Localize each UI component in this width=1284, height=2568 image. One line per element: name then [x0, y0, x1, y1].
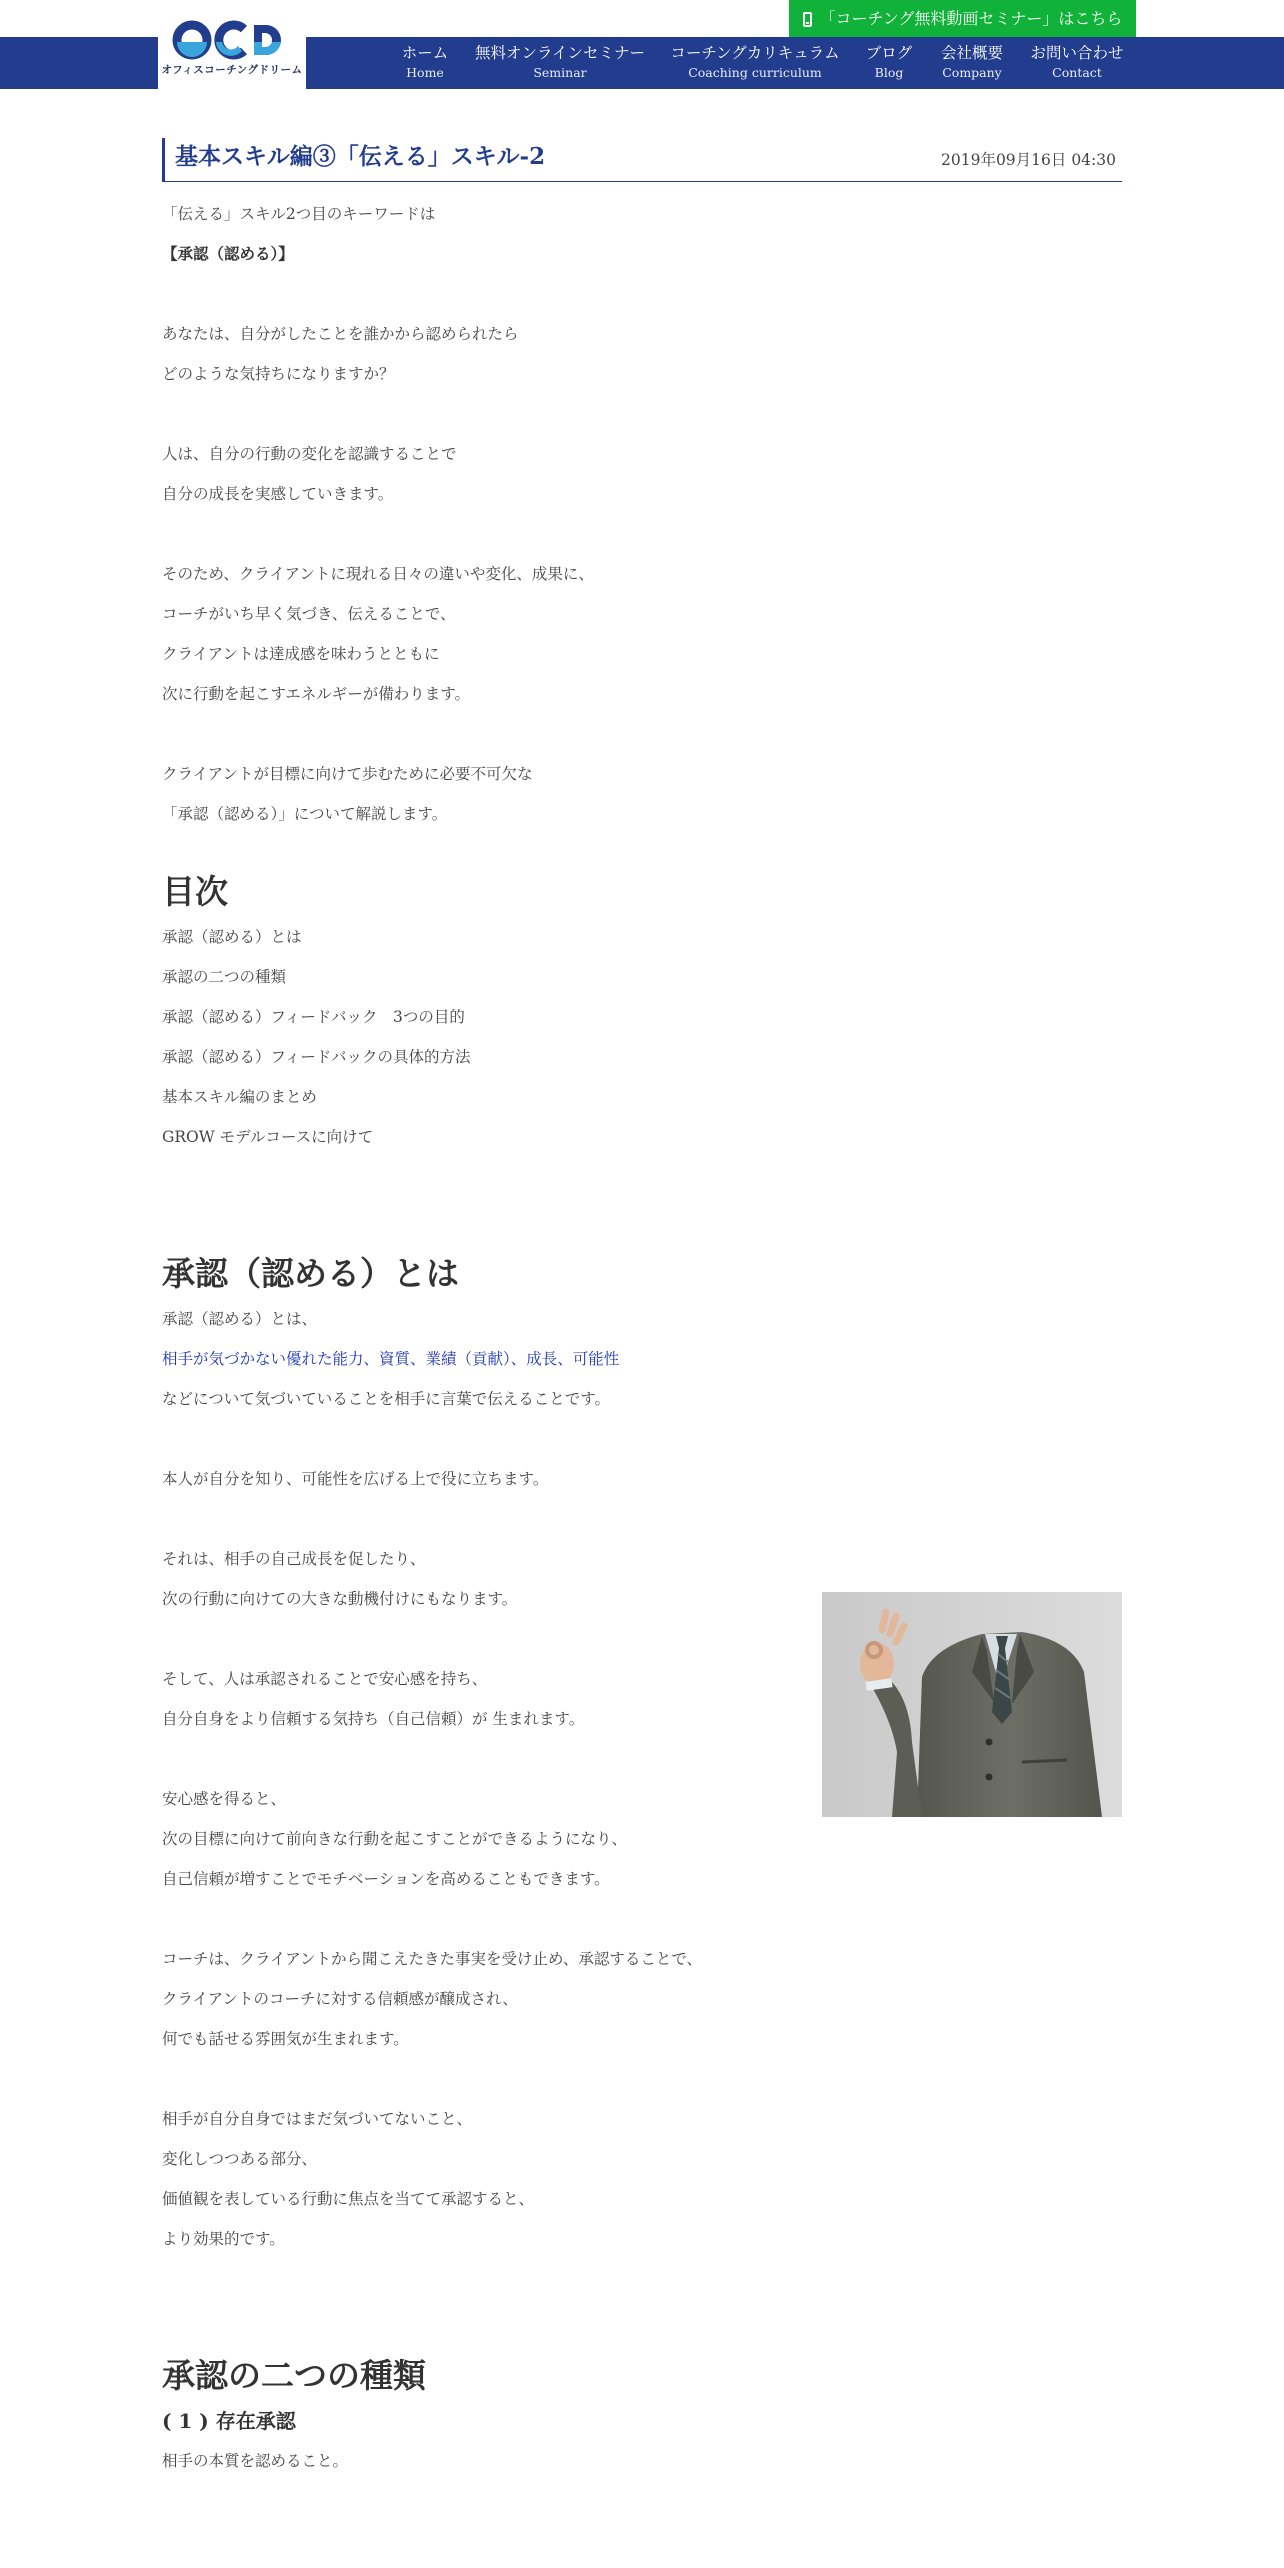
nav-label-jp: 会社概要 — [940, 44, 1003, 62]
paragraph-line: 自分自身をより信頼する気持ち（自己信頼）が 生まれます。 — [162, 1710, 585, 1728]
spacer — [162, 1157, 1122, 1249]
keyword-line: 【承認（認める）】 — [162, 244, 294, 263]
subsection-heading: ( 1 ) 存在承認 — [162, 2409, 296, 2433]
free-video-seminar-button[interactable] — [789, 0, 1136, 37]
section-heading-approval: 承認（認める）とは — [162, 1254, 459, 1293]
post-intro — [162, 194, 1122, 834]
spacer — [162, 394, 1122, 434]
paragraph-line: 次の行動に向けての大きな動機付けにもなります。 — [162, 1590, 518, 1608]
paragraph-line: 自分の成長を実感していきます。 — [162, 485, 394, 503]
paragraph-line: それは、相手の自己成長を促したり、 — [162, 1550, 426, 1568]
toc-item[interactable]: 承認（認める）とは — [162, 928, 302, 946]
spacer — [162, 1899, 1122, 1939]
businessman-ok-gesture-photo — [822, 1592, 1122, 1817]
nav-item-contact[interactable] — [1022, 37, 1132, 89]
paragraph-line: 「承認（認める）」について解説します。 — [162, 805, 448, 823]
paragraph-line: コーチは、クライアントから聞こえたきた事実を受け止め、承認することで、 — [162, 1950, 703, 1968]
nav-label-en: Seminar — [533, 65, 587, 80]
nav-label-jp: コーチングカリキュラム — [670, 44, 840, 62]
spacer — [162, 2059, 1122, 2099]
paragraph-line: 人は、自分の行動の変化を認識することで — [162, 445, 457, 463]
spacer — [162, 2259, 1122, 2351]
paragraph-line: そして、人は承認されることで安心感を持ち、 — [162, 1670, 488, 1688]
paragraph-line: クライアントが目標に向けて歩むために必要不可欠な — [162, 765, 533, 783]
paragraph-line: クライアントのコーチに対する信頼感が醸成され、 — [162, 1990, 518, 2008]
nav-item-blog[interactable] — [857, 37, 921, 89]
logo-mark-icon — [172, 18, 292, 62]
paragraph-line: 相手が自分自身ではまだ気づいてないこと、 — [162, 2110, 473, 2128]
paragraph-line: そのため、クライアントに現れる日々の違いや変化、成果に、 — [162, 565, 594, 583]
highlight-line: 相手が気づかない優れた能力、資質、業績（貢献）、成長、可能性 — [162, 1350, 620, 1368]
spacer — [162, 834, 1122, 867]
phone-icon — [803, 12, 812, 27]
nav-label-jp: 無料オンラインセミナー — [474, 44, 646, 62]
nav-item-home[interactable] — [395, 37, 455, 89]
spacer — [162, 1499, 1122, 1539]
nav-item-company[interactable] — [933, 37, 1011, 89]
paragraph-line: 次の目標に向けて前向きな行動を起こすことができるようになり、 — [162, 1830, 628, 1848]
nav-label-en: Company — [942, 65, 1002, 80]
nav-label-jp: ホーム — [401, 44, 449, 62]
toc-item[interactable]: GROW モデルコースに向けて — [162, 1128, 374, 1146]
nav-label-jp: ブログ — [865, 44, 913, 62]
paragraph-line: 相手の本質を認めること。 — [162, 2452, 349, 2470]
paragraph-line: 次に行動を起こすエネルギーが備わります。 — [162, 685, 470, 703]
nav-label-jp: お問い合わせ — [1030, 44, 1124, 62]
nav-item-seminar[interactable] — [470, 37, 650, 89]
toc-item[interactable]: 基本スキル編のまとめ — [162, 1088, 317, 1106]
post-title: 基本スキル編③「伝える」スキル-2 — [175, 143, 546, 170]
nav-item-curriculum[interactable] — [665, 37, 845, 89]
businessman-icon — [822, 1592, 1122, 1817]
post-date: 2019年09月16日 04:30 — [941, 151, 1116, 169]
paragraph-line: クライアントは達成感を味わうとともに — [162, 645, 440, 663]
nav-label-en: Home — [406, 65, 444, 80]
table-of-contents — [162, 917, 1122, 1157]
toc-item[interactable]: 承認（認める）フィードバックの具体的方法 — [162, 1048, 471, 1066]
toc-item[interactable]: 承認（認める）フィードバック 3つの目的 — [162, 1008, 465, 1026]
paragraph-line: 変化しつつある部分、 — [162, 2150, 318, 2168]
toc-item[interactable]: 承認の二つの種類 — [162, 968, 287, 986]
section-heading-two-types: 承認の二つの種類 — [162, 2356, 426, 2395]
spacer — [162, 714, 1122, 754]
toc-heading: 目次 — [162, 872, 228, 911]
article — [162, 138, 1122, 2481]
paragraph-line: 自己信頼が増すことでモチベーションを高めることもできます。 — [162, 1870, 610, 1888]
paragraph-line: 価値観を表している行動に焦点を当てて承認すると、 — [162, 2190, 535, 2208]
paragraph-line: 何でも話せる雰囲気が生まれます。 — [162, 2030, 409, 2048]
paragraph-line: 承認（認める）とは、 — [162, 1310, 318, 1328]
spacer — [162, 274, 1122, 314]
nav-label-en: Blog — [874, 65, 904, 80]
nav-label-en: Contact — [1052, 65, 1102, 80]
paragraph-line: どのような気持ちになりますか？ — [162, 365, 395, 383]
spacer — [162, 1419, 1122, 1459]
paragraph-line: 安心感を得ると、 — [162, 1790, 287, 1808]
post-title-row — [162, 138, 1122, 182]
spacer — [162, 514, 1122, 554]
paragraph-line: などについて気づいていることを相手に言葉で伝えることです。 — [162, 1390, 610, 1408]
nav-label-en: Coaching curriculum — [688, 65, 822, 80]
site-logo[interactable] — [158, 0, 306, 89]
paragraph-line: コーチがいち早く気づき、伝えることで、 — [162, 605, 456, 623]
paragraph-line: 本人が自分を知り、可能性を広げる上で役に立ちます。 — [162, 1470, 549, 1488]
paragraph-line: より効果的です。 — [162, 2230, 285, 2248]
paragraph-line: あなたは、自分がしたことを誰かから認められたら — [162, 325, 519, 343]
paragraph-line: 「伝える」スキル2つ目のキーワードは — [162, 205, 436, 223]
logo-subtitle: オフィスコーチングドリーム — [161, 64, 303, 76]
cta-label: 「コーチング無料動画セミナー」はこちら — [819, 9, 1123, 28]
